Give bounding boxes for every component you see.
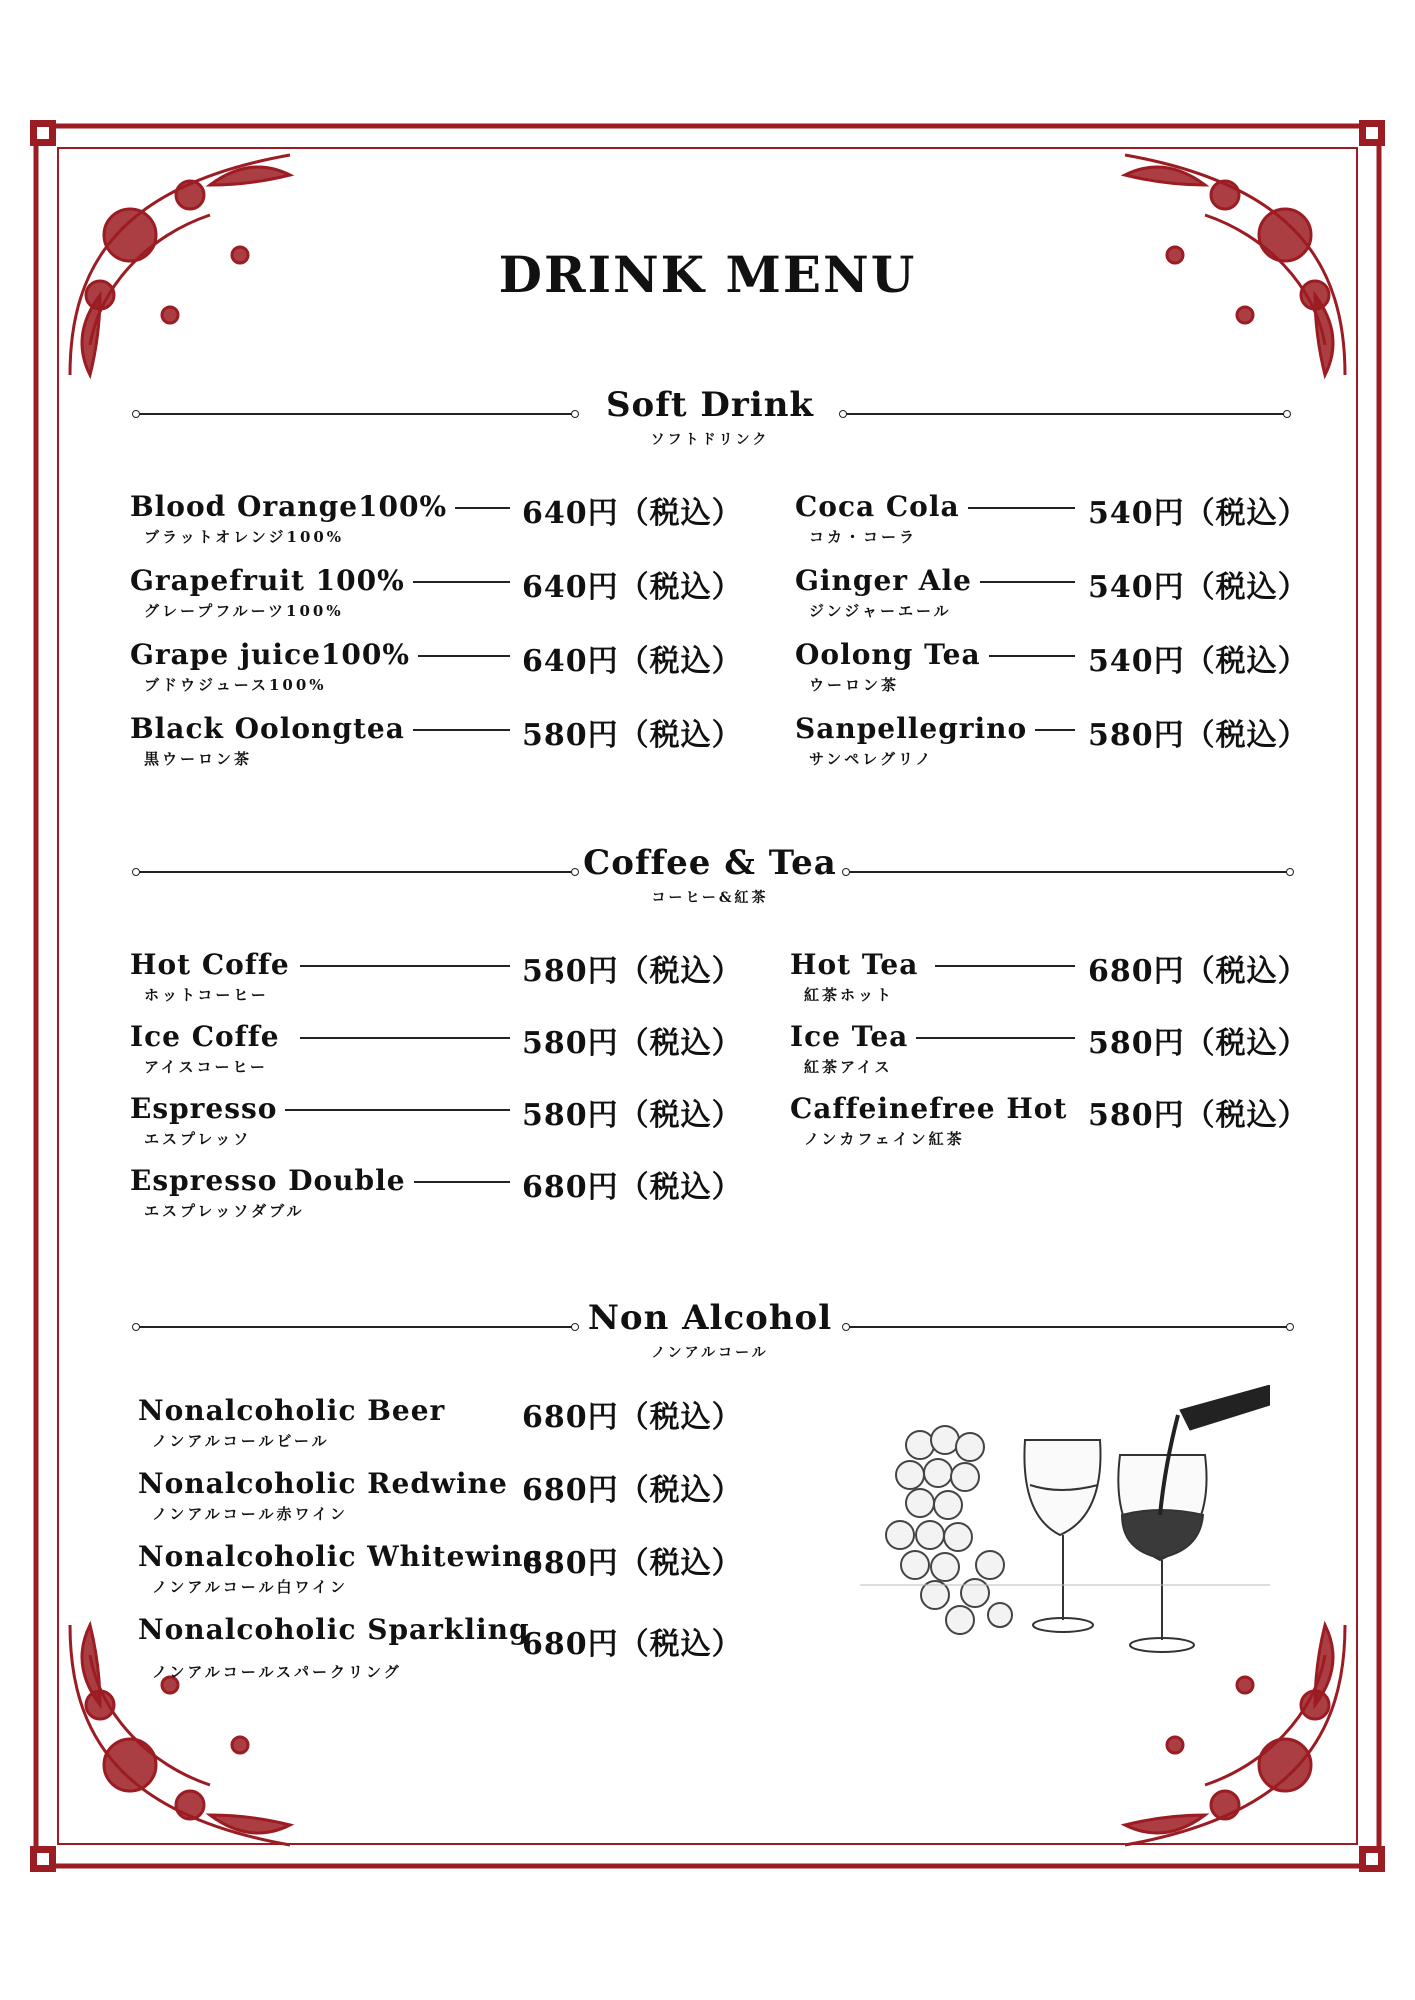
menu-item	[795, 564, 1309, 638]
menu-item	[795, 638, 1309, 712]
item-name: Blood Orange100%	[130, 490, 455, 523]
section-header	[130, 1298, 1290, 1378]
item-name: Grapefruit 100%	[130, 564, 413, 597]
item-name: Black Oolongtea	[130, 712, 413, 745]
section-subtitle: ノンアルコール	[651, 1345, 769, 1361]
item-price: 580円（税込）	[522, 954, 743, 989]
section-header	[130, 385, 1290, 465]
leader-line	[270, 1109, 510, 1111]
menu-item	[138, 1540, 748, 1613]
menu-item	[795, 712, 1309, 786]
item-price: 580円（税込）	[522, 1026, 743, 1061]
item-name-jp: ノンアルコール白ワイン	[152, 1578, 349, 1596]
item-price: 640円（税込）	[522, 570, 743, 605]
item-price: 680円（税込）	[522, 1546, 743, 1581]
item-name: Grape juice100%	[130, 638, 418, 671]
item-name-jp: サンペレグリノ	[809, 750, 934, 768]
menu-item	[138, 1467, 748, 1540]
section-coffee-tea	[130, 843, 1309, 1220]
item-price: 580円（税込）	[522, 1098, 743, 1133]
item-name: Hot Coffe	[130, 948, 298, 981]
item-price: 580円（税込）	[1088, 1026, 1309, 1061]
menu-item	[130, 1020, 743, 1092]
item-name-jp: 黒ウーロン茶	[144, 750, 253, 768]
item-price: 540円（税込）	[1088, 644, 1309, 679]
item-price: 680円（税込）	[522, 1170, 743, 1205]
menu-item	[795, 490, 1309, 564]
item-name-jp: エスプレッソ	[144, 1130, 252, 1148]
item-name: Espresso	[130, 1092, 285, 1125]
item-name-jp: 紅茶アイス	[804, 1058, 893, 1076]
item-name-jp: ジンジャーエール	[809, 602, 952, 620]
item-price: 580円（税込）	[522, 718, 743, 753]
item-name: Ginger Ale	[795, 564, 980, 597]
section-title: Coffee & Tea	[583, 843, 837, 883]
item-name: Coca Cola	[795, 490, 968, 523]
item-name-jp: ノンカフェイン紅茶	[804, 1130, 965, 1148]
item-name-jp: ブラットオレンジ100%	[144, 528, 345, 546]
leader-line	[935, 965, 1075, 967]
item-name-jp: エスプレッソダブル	[144, 1202, 305, 1220]
item-name-jp: 紅茶ホット	[804, 986, 895, 1004]
menu-item	[790, 1020, 1309, 1092]
menu-item	[138, 1613, 748, 1693]
item-name: Nonalcoholic Redwine	[138, 1467, 516, 1500]
menu-item	[130, 638, 743, 712]
wine-grapes-illustration	[860, 1385, 1270, 1665]
menu-item	[790, 948, 1309, 1020]
menu-item	[130, 712, 743, 786]
item-name-jp: ウーロン茶	[809, 676, 900, 694]
menu-item	[130, 1164, 743, 1236]
item-name-jp: アイスコーヒー	[144, 1058, 268, 1076]
leader-line	[910, 1037, 1075, 1039]
item-name-jp: ノンアルコールビール	[152, 1432, 330, 1450]
nonalc-column	[138, 1394, 748, 1693]
leader-line	[300, 965, 510, 967]
page-title: DRINK MENU	[498, 245, 917, 304]
section-subtitle: ソフトドリンク	[650, 432, 770, 448]
item-name: Nonalcoholic Whitewine	[138, 1540, 550, 1573]
item-price: 540円（税込）	[1088, 496, 1309, 531]
item-name: Espresso Double	[130, 1164, 414, 1197]
item-name: Nonalcoholic Sparkling	[138, 1613, 538, 1646]
item-name: Caffeinefree Hot	[790, 1092, 1075, 1125]
section-subtitle: コーヒー&紅茶	[651, 890, 769, 906]
item-price: 540円（税込）	[1088, 570, 1309, 605]
item-name-jp: ノンアルコールスパークリング	[152, 1663, 402, 1681]
soft-left-column	[130, 490, 743, 786]
leader-line	[300, 1037, 510, 1039]
item-price: 680円（税込）	[522, 1400, 743, 1435]
section-title: Non Alcohol	[587, 1298, 833, 1338]
item-price: 680円（税込）	[522, 1473, 743, 1508]
menu-item	[790, 1092, 1309, 1164]
item-price: 680円（税込）	[1088, 954, 1309, 989]
item-price: 680円（税込）	[522, 1627, 743, 1662]
item-price: 640円（税込）	[522, 644, 743, 679]
item-name: Ice Tea	[790, 1020, 916, 1053]
item-name: Ice Coffe	[130, 1020, 288, 1053]
section-non-alcohol	[130, 1298, 1290, 1681]
item-price: 640円（税込）	[522, 496, 743, 531]
section-title: Soft Drink	[606, 385, 814, 425]
item-name: Hot Tea	[790, 948, 926, 981]
item-name: Sanpellegrino	[795, 712, 1035, 745]
item-name-jp: グレープフルーツ100%	[144, 602, 344, 620]
section-header	[130, 843, 1290, 923]
soft-right-column	[795, 490, 1309, 786]
menu-item	[130, 1092, 743, 1164]
item-name: Oolong Tea	[795, 638, 989, 671]
item-price: 580円（税込）	[1088, 718, 1309, 753]
menu-item	[130, 490, 743, 564]
coffee-right-column	[790, 948, 1309, 1164]
menu-item	[130, 948, 743, 1020]
section-soft-drink	[130, 385, 1309, 768]
menu-item	[130, 564, 743, 638]
item-name: Nonalcoholic Beer	[138, 1394, 453, 1427]
item-name-jp: ホットコーヒー	[144, 986, 269, 1004]
item-name-jp: ブドウジュース100%	[144, 676, 327, 694]
item-name-jp: コカ・コーラ	[809, 528, 918, 546]
menu-item	[138, 1394, 748, 1467]
item-name-jp: ノンアルコール赤ワイン	[152, 1505, 349, 1523]
item-price: 580円（税込）	[1088, 1098, 1309, 1133]
coffee-left-column	[130, 948, 743, 1236]
